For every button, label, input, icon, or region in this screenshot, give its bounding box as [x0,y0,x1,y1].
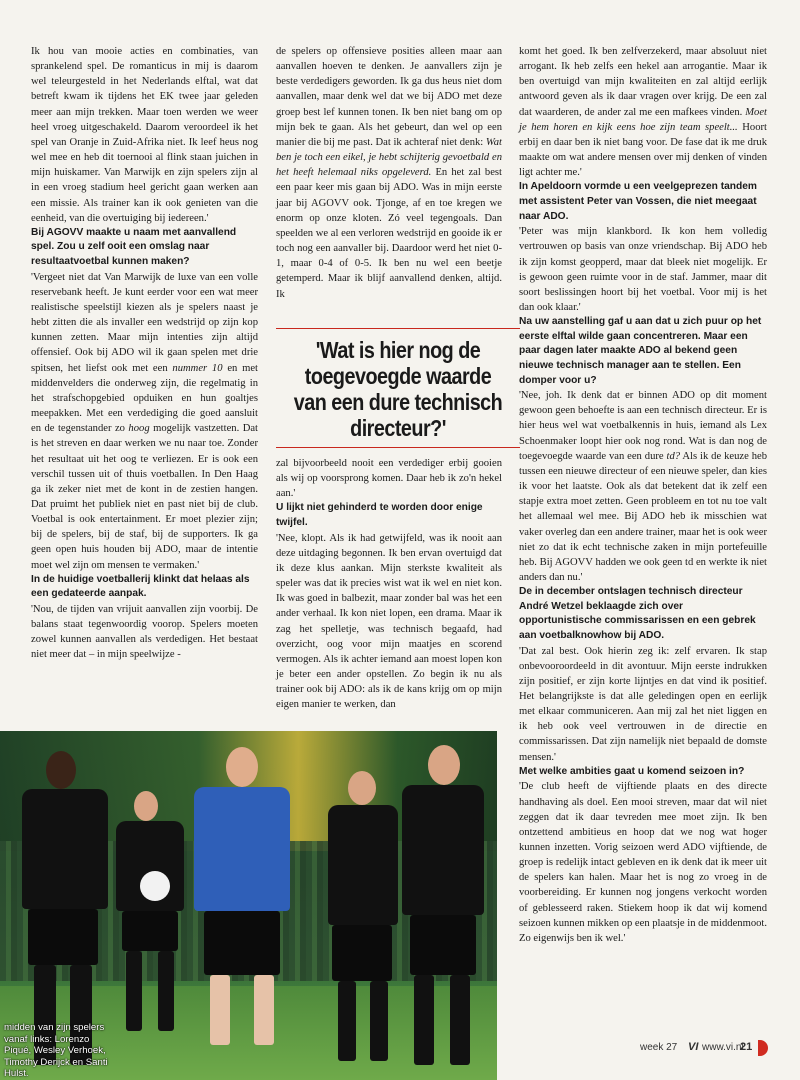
interview-question: Bij AGOVV maakte u naam met aanvallend spel. Zou u zelf ooit een omslag naar resultaatvoetbal kunnen maken? [31,226,237,268]
interview-question: In Apeldoorn vormde u een veelgeprezen tandem met assistent Peter van Vossen, die niet meegaat naar ADO. [519,181,757,222]
page-footer [636,1040,776,1056]
coach-figure [182,747,302,1067]
player-figure [110,791,190,1041]
paragraph: 'Nou, de tijden van vrijuit aanvallen zijn voorbij. De balans staat tegenwoordig voorop. Spelers moeten zowel kunnen aanvallen als verdedigen. Het bestaat niet meer dat – in mijn speelwijze - [31,603,258,661]
interview-question: Met welke ambities gaat u komend seizoen in? [519,765,745,777]
paragraph: 'Nee, klopt. Als ik had getwijfeld, was ik nooit aan deze uitdaging begonnen. Ik ben ervan overtuigd dat ik deze klus aankan. Mijn sterkste kwaliteit als speler was dat ik precies wist wat ik wel en niet kon. Ik was goed in balbezit, maar zonder bal was het een ander verhaal. Ik kon niet lopen, een drama. Maar ik zag het spelletje, was technisch begaafd, had overzicht, oog voor mijn maatjes en scorend vermogen. Als ik achter iemand aan moest lopen kon je beter een ander opstellen. Zo begin ik nu als trainer ook bij ADO: als ik de kans krijg om op mijn eigen manier te werken, dan [276,532,502,711]
paragraph: 'Dat zal best. Ook hierin zeg ik: zelf ervaren. Ik stap onbevooroordeeld in dit avontuur. Mijn eerste indrukken zijn positief, er zijn korte lijntjes en dat vind ik positief. Het belangrijkste is dat alle geledingen open en eerlijk met elkaar communiceren. Aan mij zal het niet liggen en ik heb ook veel vertrouwen in de directie en commissarissen. Dat zijn namelijk niet bepaald de domste mensen.' [519,645,767,763]
paragraph: Ik hou van mooie acties en combinaties, van sprankelend spel. De romanticus in mij is daarom wel teleurgesteld in het Nederlands elftal, wat dat betreft kwam ik tijdens het EK twee jaar geleden meer aan mijn trekken. Maar toen werden we weer heel vroeg uitgeschakeld. Daarom veroordeel ik het spel van Oranje in Zuid-Afrika niet. Ik leef heus nog wel mee en heb dit toernooi al flink staan juichen in mijn huiskamer. Van Marwijk en zijn spelers zijn al in een vroeg stadium heel gericht gaan werken aan een missie. Als trainer kan ik ook genieten van die eenheid, van die overtuiging bij iedereen.' [31,46,258,224]
paragraph: de spelers op offensieve posities alleen maar aan aanvallen hoeven te denken. Je aanvallers zijn je beste verdedigers geworden. Ik ga dus heus niet dom aanvallen, maar denk wel dat we bij ADO met deze groep best lef kunnen tonen. Ik ben niet bang om op mijn bek te gaan. Als het gebeurt, dan wel op een manier die bij me past. Dat ik achteraf niet denk: Wat ben je toch een eikel, je hebt schijterig gevoetbald en het heeft helemaal niks opgeleverd. En het zal best een paar keer mis gaan bij ADO. Was in mijn eerste jaar bij AGOVV ook. Tjonge, af en toe kregen we enorm op onze kloten. Zó veel tegengoals. Dan speelden we al een verloren wedstrijd en gooide ik er toch nog een aanvaller bij. Daardoor werd het niet 0-1, maar 0-4 of 0-5. Ik ben nu wel een beetje getemperd. Maar ik blijf aanvallend denken, altijd. Ik [276,46,502,300]
page-number: 21 [740,1041,753,1053]
pull-quote [276,328,520,448]
paragraph: zal bijvoorbeeld nooit een verdediger erbij gooien als wij op voorsprong komen. Daar heb ik zo'n hekel aan.' [276,458,502,500]
pull-quote-text: 'Wat is hier nog de toegevoegde waarde van een dure technisch directeur?' [293,337,503,441]
interview-question: U lijkt niet gehinderd te worden door enige twijfel. [276,502,483,529]
paragraph: 'De club heeft de vijftiende plaats en des directe handhaving als doel. Een mooi streven, maar dat wil niet zeggen dat ik daar tevreden mee moet zijn. Ik ben ontzettend ambitieus en hoop dat we nog wat hoger kunnen inzetten. Vorig seizoen werd ADO vijftiende, de groep is redelijk intact gebleven en ik denk dat ik meer uit de spelers kan halen. Maar het is nog zo vroeg in de voorbereiding. Er kunnen nog jongens verkocht worden of geblesseerd raken. Stiekem hoop ik dat wij komend seizoen kunnen mikken op een plaatsje in de middenmoot. Zo eigenwijs ben ik wel.' [519,781,768,944]
football-icon [140,871,170,901]
interview-question: Na uw aanstelling gaf u aan dat u zich puur op het eerste elftal wilde gaan concentreren. Maar een paar dagen later maakte ADO al bekend geen nieuwe technisch manager aan te stellen. Een domper voor u? [519,316,762,386]
paragraph: 'Vergeet niet dat Van Marwijk de luxe van een volle reservebank heeft. Je kunt eerder voor een wat meer realistische speelstijl kiezen als je spelers naast je hebt zitten die als invaller een wedstrijd op zijn kop kunnen zetten. Maar mijn intenties zijn altijd offensief. Ook bij ADO wil ik gaan spelen met drie spitsen, het liefst ook met een nummer 10 en met middenvelders die onderweg zijn, die regelmatig in het strafschopgebied opduiken en hun goaltjes meepakken. Met een verdediging die goed aansluit en de tegenstander zo hoog mogelijk vastzetten. Dat is het streven en daar werken we nu naar toe. Zonder het resultaat uit het oog te verliezen. Er is ook een verschil tussen uit of thuis voetballen. In Den Haag ga ik zeker niet met de kont in de zestien hangen. Dat pruimt het publiek niet en past niet bij de club. Voetbal is ook entertainment. Er moet plezier zijn; bij de spelers, bij de staf, bij de supporters. Ik ga geen open huis houden bij ADO, maar de intentie moet wel zijn om mensen te vermaken.' [31,271,258,571]
paragraph: 'Peter was mijn klankbord. Ik kon hem volledig vertrouwen op basis van onze vriendschap. Bij ADO heb ik zijn komst geopperd, maar dat bleek niet mogelijk. Er is gewoon geen ruimte voor in de staf. Jammer, maar dit soort beslissingen hoort bij het voetbal. Voor mij is het dan ook klaar.' [519,226,767,313]
article-column-3 [519,44,767,946]
brand-logo: VI [688,1041,699,1053]
page-tab-marker [758,1040,768,1056]
article-column-2-top [276,44,502,302]
website-url: www.vi.nl [702,1042,744,1053]
issue-week: week 27 [640,1042,678,1053]
interview-question: De in december ontslagen technisch directeur André Wetzel beklaagde zich over opportunistische commissarissen en een gebrek aan voetbalknowhow bij ADO. [519,586,756,641]
article-column-1 [31,44,258,663]
interview-question: In de huidige voetballerij klinkt dat helaas als een gedateerde aanpak. [31,573,250,600]
player-figure [390,745,494,1075]
paragraph: 'Nee, joh. Ik denk dat er binnen ADO op dit moment gewoon geen behoefte is aan een technisch directeur. Er is hier heus wel wat voetbalkennis in huis, iemand als Lex Schoenmaker loopt hier ook nog rond. Wat is dan nog de toegevoegde waarde van een dure td? Als ik de keuze heb tussen een nieuwe directeur of een nieuwe speler, dan kies ik voor het laatste. Ook als dat betekent dat ik zelf een stapje extra moet zetten. Geen probleem en tot nu toe valt het allemaal wel mee. Bij ADO heb ik misschien wat vaker overleg dan een andere trainer, maar het is ook weer niet zo dat ik echt technische zaken in mijn portefeuille heb. Bij AGOVV hadden we ook geen td en werkte ik niet anders dan nu.' [519,390,767,583]
photo-caption: midden van zijn spelers vanaf links: Lorenzo Piqué, Wesley Verhoek, Timothy Derijck en Santi Hulst. [4,1022,108,1079]
article-column-2-bottom [276,456,502,713]
paragraph: komt het goed. Ik ben zelfverzekerd, maar absoluut niet arrogant. Ik heb zelfs een hekel aan arrogantie. Maar ik ben overtuigd van mijn kwaliteiten en zal altijd eerlijk antwoord geven als ik daar vragen over krijg. De een zal dat waarderen, de ander zal me een mafkees vinden. Moet je hem horen en kijk eens hoe zijn team speelt... Hoort erbij en daar ben ik niet bang voor. De fase dat ik me druk maakte om wat andere mensen over mij denken of vinden ligt achter me.' [519,46,767,179]
